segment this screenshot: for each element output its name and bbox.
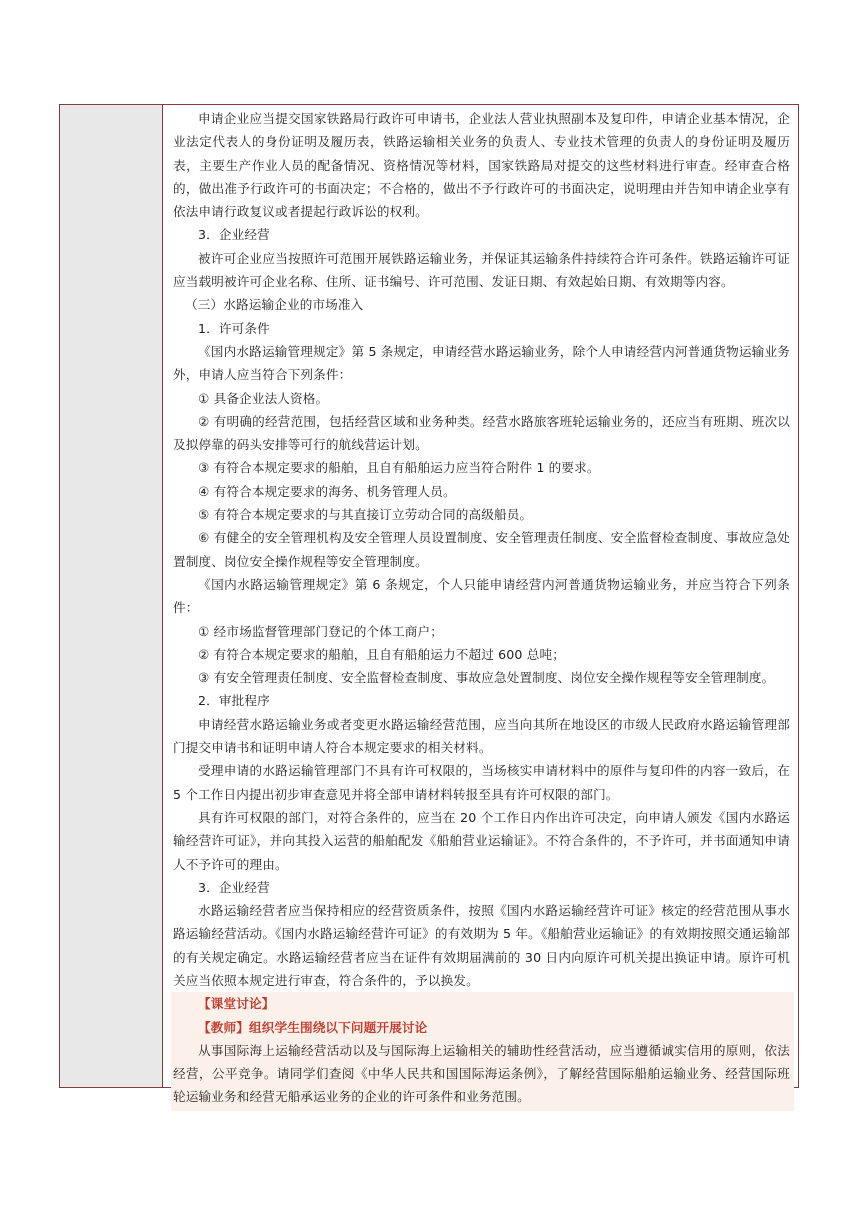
paragraph: 《国内水路运输管理规定》第 6 条规定，个人只能申请经营内河普通货物运输业务，并应当符合下列条件： <box>173 576 790 616</box>
content-table <box>59 104 799 1105</box>
discussion-paragraph: 从事国际海上运输经营活动以及与国际海上运输相关的辅助性经营活动，应当遵循诚实信用的原则，依法经营，公平竞争。请同学们查阅《中华人民共和国国际海运条例》，了解经营国际船舶运输业务、经营国际班轮运输业务和经营无船承运业务的企业的许可条件和业务范围。 <box>173 1042 790 1105</box>
paragraph: 申请经营水路运输业务或者变更水路运输经营范围，应当向其所在地设区的市级人民政府水路运输管理部门提交申请书和证明申请人符合本规定要求的相关材料。 <box>173 716 790 756</box>
subheading: 3．企业经营 <box>198 227 270 243</box>
subheading: 1．许可条件 <box>198 320 270 336</box>
paragraph: 具有许可权限的部门，对符合条件的，应当在 20 个工作日内作出许可决定，向申请人颁发《国内水路运输经营许可证》，并向其投入运营的船舶配发《船舶营业运输证》。不符合条件的，不予许可，并书面通知申请人不予许可的理由。 <box>173 809 790 872</box>
paragraph: 受理申请的水路运输管理部门不具有许可权限的，当场核实申请材料中的原件与复印件的内容一致后，在 5 个工作日内提出初步审查意见并将全部申请材料转报至具有许可权限的部门。 <box>173 763 790 802</box>
list-item: ② 有明确的经营范围，包括经营区域和业务种类。经营水路旅客班轮运输业务的，还应当有班期、班次以及拟停靠的码头安排等可行的航线营运计划。 <box>173 413 790 453</box>
section-heading: （三）水路运输企业的市场准入 <box>185 297 364 313</box>
list-item: ② 有符合本规定要求的船舶，且自有船舶运力不超过 600 总吨； <box>198 646 565 662</box>
paragraph: 《国内水路运输管理规定》第 5 条规定，申请经营水路运输业务，除个人申请经营内河普通货物运输业务外，申请人应当符合下列条件： <box>173 343 790 383</box>
table-content-cell <box>163 105 798 1105</box>
subheading: 2．审批程序 <box>198 693 270 709</box>
subheading: 3．企业经营 <box>198 879 270 895</box>
table-left-column <box>60 105 163 1087</box>
list-item: ① 经市场监督管理部门登记的个体工商户； <box>198 623 443 639</box>
paragraph: 被许可企业应当按照许可范围开展铁路运输业务，并保证其运输条件持续符合许可条件。铁路运输许可证应当载明被许可企业名称、住所、证书编号、许可范围、发证日期、有效起始日期、有效期等内容。 <box>173 250 790 290</box>
discussion-block <box>171 992 794 1110</box>
list-item: ③ 有符合本规定要求的船舶，且自有船舶运力应当符合附件 1 的要求。 <box>198 460 600 476</box>
list-item: ⑤ 有符合本规定要求的与其直接订立劳动合同的高级船员。 <box>198 507 533 523</box>
paragraph: 水路运输经营者应当保持相应的经营资质条件，按照《国内水路运输经营许可证》核定的经营范围从事水路运输经营活动。《国内水路运输经营许可证》的有效期为 5 年。《船舶营业运输证》的有效期按照交通运输部的有关规定确定。水路运输经营者应当在证件有效期届满前的 30 日内向原许可机关提出换证申请。原许可机关应当依照本规定进行审查，符合条件的，予以换发。 <box>173 903 790 988</box>
list-item: ③ 有安全管理责任制度、安全监督检查制度、事故应急处置制度、岗位安全操作规程等安全管理制度。 <box>198 670 775 686</box>
list-item: ① 具备企业法人资格。 <box>198 390 329 406</box>
list-item: ⑥ 有健全的安全管理机构及安全管理人员设置制度、安全管理责任制度、安全监督检查制度、事故应急处置制度、岗位安全操作规程等安全管理制度。 <box>173 530 790 569</box>
teacher-instruction: 【教师】组织学生围绕以下问题开展讨论 <box>198 1019 428 1035</box>
paragraph: 申请企业应当提交国家铁路局行政许可申请书，企业法人营业执照副本及复印件，申请企业基本情况，企业法定代表人的身份证明及履历表，铁路运输相关业务的负责人、专业技术管理的负责人的身份证明及履历表，主要生产作业人员的配备情况、资格情况等材料，国家铁路局对提交的这些材料进行审查。经审查合格的，做出准予行政许可的书面决定；不合格的，做出不予行政许可的书面决定，说明理由并告知申请企业享有依法申请行政复议或者提起行政诉讼的权利。 <box>173 111 790 220</box>
discussion-title: 【课堂讨论】 <box>198 996 275 1012</box>
list-item: ④ 有符合本规定要求的海务、机务管理人员。 <box>198 483 456 499</box>
